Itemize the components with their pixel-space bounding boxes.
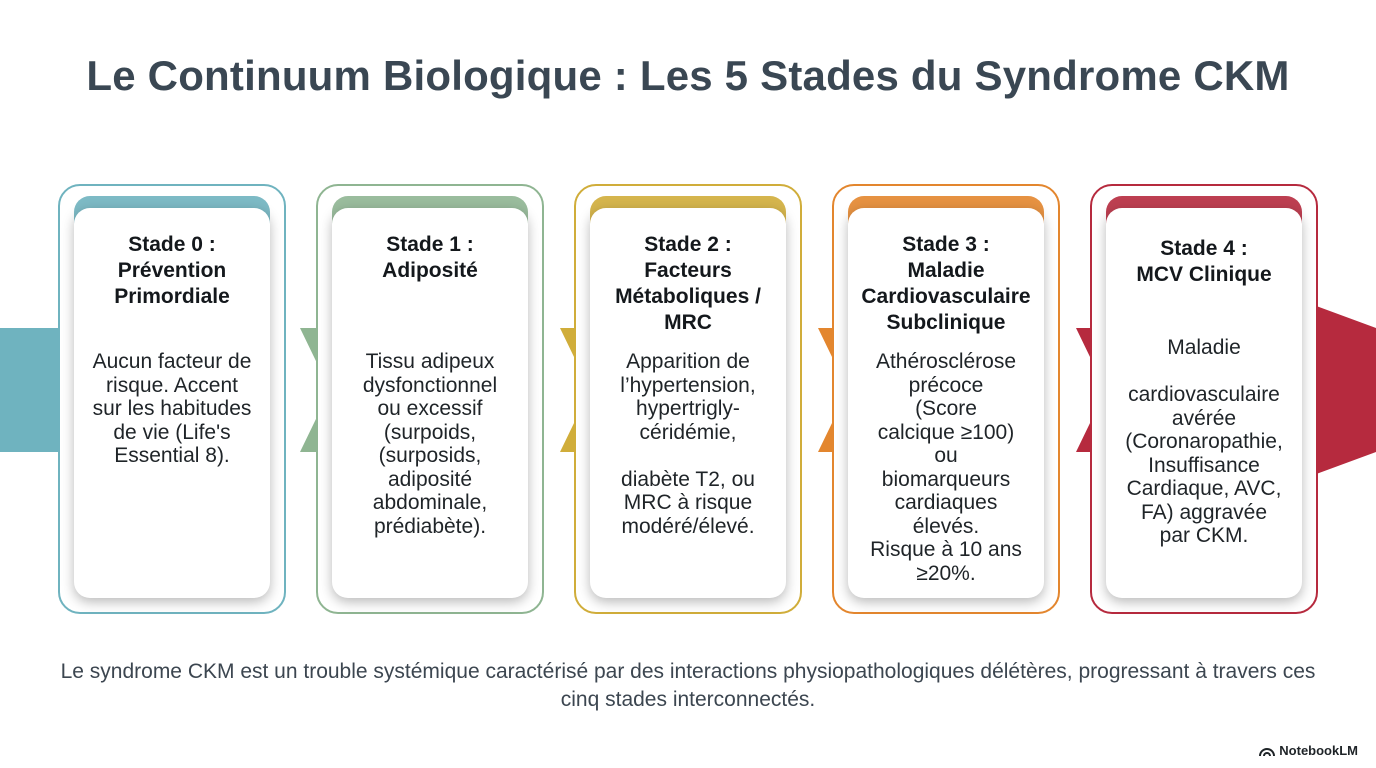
stage-description-2: Apparition de l’hypertension, hypertrigly- céridémie, diabète T2, ou MRC à risque modéré/élevé.	[620, 350, 756, 538]
stage-content-1	[332, 208, 528, 598]
stage-description-0: Aucun facteur de risque. Accent sur les habitudes de vie (Life's Essential 8).	[92, 350, 252, 467]
chevron-right-icon: ›	[1070, 372, 1080, 405]
stage-heading-0: Stade 0 : Prévention Primordiale	[114, 233, 230, 308]
stage-card-4	[1090, 184, 1318, 614]
stage-heading-3: Stade 3 : Maladie Cardiovasculaire Subclinique	[861, 233, 1031, 334]
page-title: Le Continuum Biologique : Les 5 Stades du Syndrome CKM	[86, 52, 1290, 99]
stage-heading-1: Stade 1 : Adiposité	[382, 233, 478, 282]
stage-description-4: Maladie cardiovasculaire avérée (Coronaropathie, Insuffisance Cardiaque, AVC, FA) aggravée par CKM.	[1125, 336, 1283, 547]
chevron-right-icon: ›	[812, 372, 822, 405]
stage-content-2	[590, 208, 786, 598]
stage-card-3	[832, 184, 1060, 614]
notebooklm-logo-icon	[1259, 745, 1275, 757]
brand-label: NotebookLM	[1279, 743, 1358, 758]
stage-card-2	[574, 184, 802, 614]
stage-content-3	[848, 208, 1044, 598]
stage-content-0	[74, 208, 270, 598]
stage-heading-2: Stade 2 : Facteurs Métaboliques / MRC	[615, 233, 761, 334]
stage-card-1	[316, 184, 544, 614]
stage-heading-4: Stade 4 : MCV Clinique	[1136, 237, 1272, 286]
summary-caption: Le syndrome CKM est un trouble systémique caractérisé par des interactions physiopathologiques délétères, progressant à travers ces cinq stades interconnectés.	[60, 660, 1316, 711]
stage-description-3: Athérosclérose précoce (Score calcique ≥100) ou biomarqueurs cardiaques élevés. Risque à 10 ans ≥20%.	[870, 350, 1022, 585]
chevron-right-icon: ›	[554, 372, 564, 405]
brand-badge	[1259, 743, 1358, 758]
stage-card-0	[58, 184, 286, 614]
stage-description-1: Tissu adipeux dysfonctionnel ou excessif (surpoids, (surposids, adiposité abdominale, prédiabète).	[362, 350, 498, 538]
chevron-right-icon: ›	[296, 372, 306, 405]
stage-content-4	[1106, 208, 1302, 598]
